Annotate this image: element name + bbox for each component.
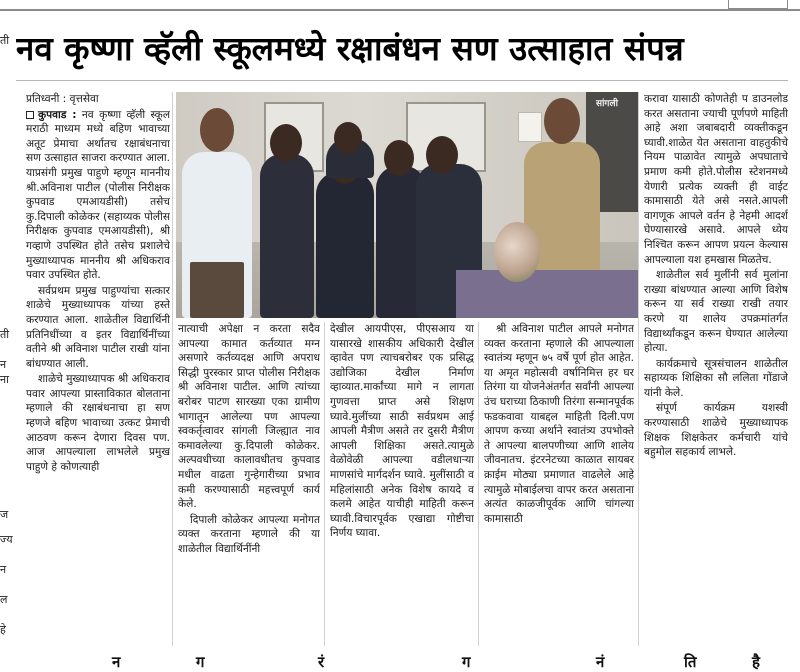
col1-paragraph-3: शाळेचे मुख्याध्यापक श्री अधिकराव पवार आपल्या प्रास्ताविकात बोलताना म्हणाले की रक्षाबंधनाचा हा सण म्हणजे बहिण भावाच्या उत्कट प्रेमाची आठवण करून देणारा दिवस पण. आज आपल्याला लाभलेले प्रमुख पाहुणे हे कोणत्याही: [26, 373, 170, 473]
dateline: कुपवाड :: [38, 108, 77, 121]
left-fragment: न: [0, 563, 7, 576]
col3-paragraph: देखील आयपीएस, पीएसआय या यासारखे शासकीय अधिकारी देखील व्हावेत पण त्याचबरोबर एक प्रसिद्ध उद्योजिका देखील निर्माण व्हाव्यात.मार्कांच्या मागे न लागता गुणवत्ता प्राप्त असे शिक्षण घ्यावे.मुलींच्या साठी सर्वप्रथम आई आपली मैत्रीण असते तर दुसरी मैत्रीण आपली शिक्षिका असते.त्यामुळे वेळोवेळी आपल्या वडीलधाऱ्या माणसांचे मार्गदर्शन घ्यावे. मुलींसाठी व महिलांसाठी अनेक विशेष कायदे व कलमे आहेत याचीही माहिती करून घ्यावी.विचारपूर्वक एखाद्या गोष्टीचा निर्णय घ्यावा.: [330, 323, 474, 540]
left-fragment: ती: [0, 328, 10, 341]
left-fragment: न: [0, 358, 7, 371]
photo-notice: [518, 112, 542, 142]
photo-head: [334, 122, 362, 154]
photo-head: [270, 124, 302, 162]
left-fragment: ल: [0, 593, 8, 606]
column-divider: [324, 322, 325, 646]
column-divider: [172, 92, 173, 646]
photo-flowers: [494, 222, 540, 282]
col5-paragraph-3: कार्यक्रमाचे सूत्रसंचालन शाळेतील सहाय्यक शिक्षिका सौ ललिता गोंडाजे यांनी केले.: [644, 357, 788, 399]
photo-face: [544, 98, 580, 144]
bottom-fragment: ति: [684, 653, 697, 671]
photo-head: [426, 136, 458, 174]
corner-box: [728, 0, 788, 9]
photo-student: [260, 154, 314, 318]
photo-student: [316, 172, 374, 318]
col2-paragraph-2: दिपाली कोळेकर आपल्या मनोगत व्यक्त करताना म्हणाले की या शाळेतील विद्यार्थिनींनी: [178, 513, 320, 555]
col5-paragraph-2: शाळेतील सर्व मुलींनी सर्व मुलांना राख्या बांधण्यात आल्या आणि विशेष करून या सर्व राख्या राखी तयार करणे या शालेय उपक्रमांतर्गत विद्यार्थ्यांकडून करून घेण्यात आलेल्या होत्या.: [644, 269, 788, 355]
bottom-fragment: नं: [596, 653, 605, 671]
photo-table: [456, 270, 638, 318]
left-fragment: ज: [0, 508, 9, 521]
col1-paragraph-1: [26, 108, 170, 283]
article-column-5: [644, 92, 788, 648]
col2-paragraph-1: नात्याची अपेक्षा न करता सदैव आपल्या कामात कर्तव्यात मग्न असणारे कर्तव्यदक्ष आणि अपराध सिद्धी पुरस्कार प्राप्त पोलीस निरीक्षक श्री अविनाश पाटील. आणि त्यांच्या बरोबर पाटण सारख्या एका ग्रामीण भागातून आलेल्या पण आपल्या स्वकर्तृत्वावर सांगली जिल्ह्यात नाव कमावलेल्या कु.दिपाली कोळेकर. अल्पवधीच्या कालावधीतच कुपवाड मधील वाढता गुन्हेगारीच्या प्रभाव कमी करण्यासाठी महत्त्वपूर्ण कार्य केले.: [178, 323, 320, 511]
bottom-fragment: है: [752, 653, 760, 671]
col5-paragraph-1: करावा यासाठी कोणतेही प डाउनलोड करत असताना ज्याची पूर्णपणे माहिती आहे अशा जबाबदारी व्यक्तीकडून घ्यावी.शाळेत येत असताना वाहतुकीचे नियम पाळावेत त्यामुळे अपघाताचे प्रमाण कमी होते.पोलीस स्टेशनमध्ये येणारी प्रत्येक व्यक्ती ही वाईट कामासाठी येते असे नसते.आपली वागणूक आपले वर्तन हे नेहमी आदर्श घेण्यासारखे असावे. आपले ध्येय निश्चित करून आपण प्रयत्न केल्यास आपल्याला यश हमखास मिळतेच.: [644, 93, 788, 266]
byline-text: प्रतिध्वनी : वृत्तसेवा: [26, 93, 99, 105]
photo-board-text: सांगली: [596, 99, 618, 109]
photo-person-trousers: [190, 262, 244, 318]
article-column-2: [178, 322, 320, 648]
headline-rule: [16, 80, 788, 81]
event-photo: [176, 92, 638, 318]
photo-face: [200, 108, 234, 152]
column-divider: [478, 322, 479, 646]
byline: [26, 92, 170, 107]
left-fragment: ना: [0, 373, 9, 386]
article-headline: नव कृष्णा व्हॅली स्कूलमध्ये रक्षाबंधन सण उत्साहात संपन्न: [16, 29, 684, 68]
col1-text-1: नव कृष्णा व्हॅली स्कूल मराठी माध्यम मध्ये बहिण भावाच्या अतूट प्रेमाचा अर्थातच रक्षाबंधनाचा सण उत्साहात साजरा करण्यात आला. याप्रसंगी प्रमुख पाहुणे म्हणून माननीय श्री.अविनाश पाटील (पोलीस निरीक्षक कुपवाड एमआयडीसी) तसेच कु.दिपाली कोळेकर (सहाय्यक पोलीस निरीक्षक कुपवाड एमआयडीसी), श्री गव्हाणे उपस्थित होते तसेच प्रशालेचे मुख्याध्यापक माननीय श्री अधिकराव पवार उपस्थित होते.: [26, 108, 170, 282]
left-fragment: ज्य: [0, 533, 13, 546]
col5-paragraph-4: संपूर्ण कार्यक्रम यशस्वी करण्यासाठी शाळेचे मुख्याध्यापक शिक्षक शिक्षकेतर कर्मचारी यांचे बहुमोल सहकार्य लाभले.: [644, 402, 788, 459]
left-fragment: ती: [0, 34, 10, 47]
bottom-fragment: ग: [462, 653, 471, 671]
bottom-cut-headline: [0, 650, 800, 672]
article-column-4: [484, 322, 634, 648]
bottom-fragment: न: [112, 653, 121, 671]
left-edge-strip: [0, 28, 14, 638]
top-rule: [0, 9, 800, 11]
square-bullet-icon: [26, 111, 34, 119]
photo-head: [384, 140, 414, 176]
article-column-3: [330, 322, 474, 648]
col4-paragraph: श्री अविनाश पाटील आपले मनोगत व्यक्त करताना म्हणाले की आपल्याला स्वातंत्र्य म्हणून ७५ वर्षे पूर्ण होत आहेत. या अमृत महोत्सवी वर्षानिमित्त हर घर तिरंगा या योजनेअंतर्गत सर्वांनी आपल्या उंच घराच्या ठिकाणी तिरंगा सन्मानपूर्वक फडकवावा याबद्दल माहिती दिली.पण आपण कच्या अर्थाने स्वातंत्र्य उपभोक्ते ते आपल्या बालपणीच्या आणि शालेय जीवनातच. इंटरनेटच्या काळात सायबर क्राईम मोठ्या प्रमाणात वाढलेले आहे त्यामुळे मोबाईलचा वापर करत असताना अत्यंत काळजीपूर्वक आणि चांगल्या कामासाठी: [484, 323, 634, 525]
left-fragment: हे: [0, 623, 6, 636]
column-divider: [638, 92, 639, 646]
bottom-fragment: रं: [318, 653, 325, 671]
bottom-fragment: ग: [196, 653, 205, 671]
col1-paragraph-2: सर्वप्रथम प्रमुख पाहुण्यांचा सत्कार शाळेचे मुख्याध्यापक यांच्या हस्ते करण्यात आला. शाळेतील विद्यार्थिनी प्रतिनिधींच्या व इतर विद्यार्थिनींच्या वतीने श्री अविनाश पाटील राखी यांना बांधण्यात आली.: [26, 284, 170, 370]
article-column-1: [26, 92, 170, 648]
